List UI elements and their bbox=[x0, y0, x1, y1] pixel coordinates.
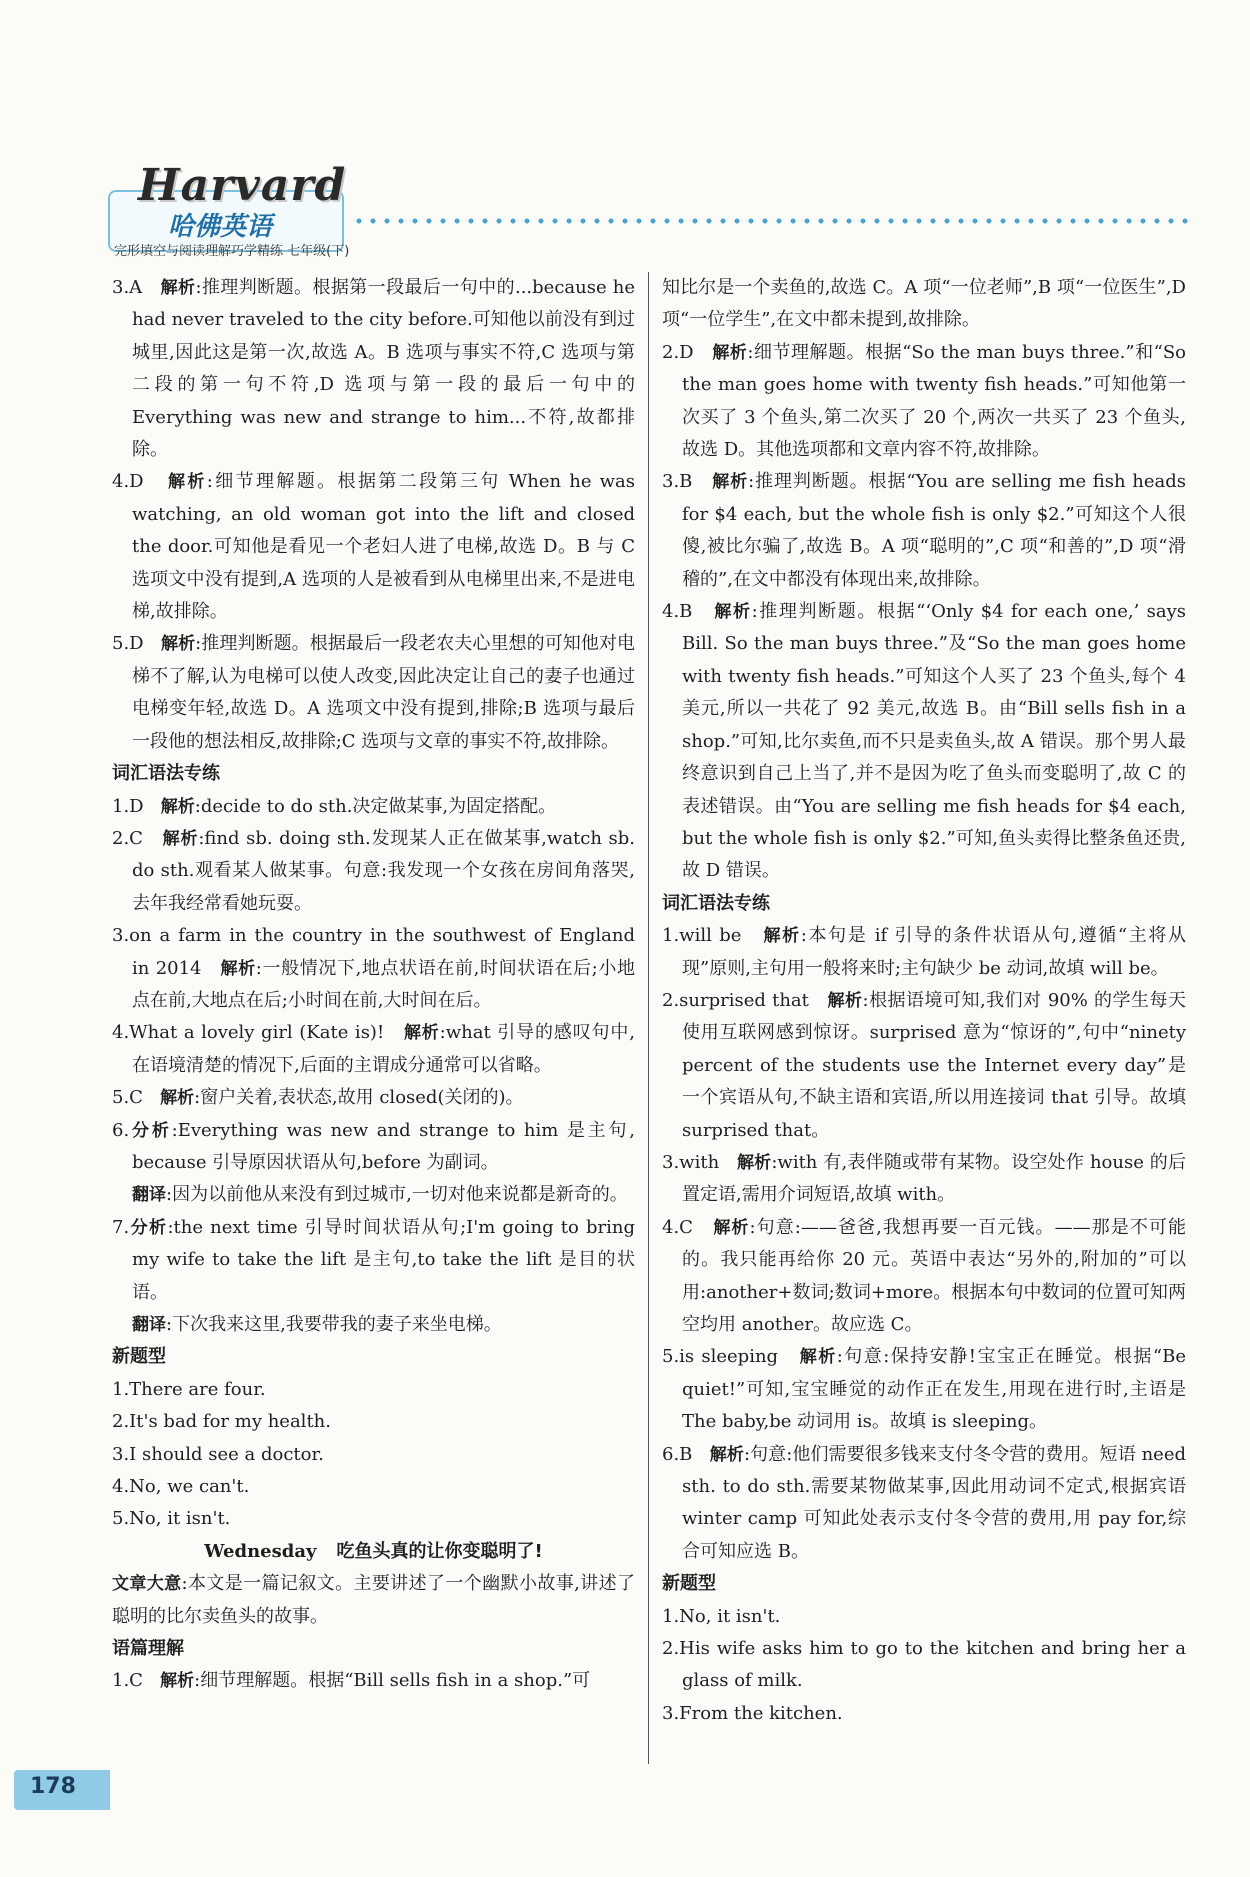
answer-item: 3.A 解析:推理判断题。根据第一段最后一句中的...because he had never traveled to the city before.可知他以前没有到过城里,因此这是第一次,故选 A。B 选项与事实不符,C 选项与第二段的第一句不符,D 选项与第一段的最后一句中的 Everything was new and strange to him...不符,故都排除。 bbox=[112, 277, 636, 461]
answer-item: 2.D 解析:细节理解题。根据“So the man buys three.”和“So the man goes home with twenty fish heads.”可知他第一次买了 3 个鱼头,第二次买了 20 个,两次一共买了 23 个鱼头,故选 D。其他选项都和文章内容不符,故排除。 bbox=[662, 341, 1186, 461]
section-heading: 语篇理解 bbox=[112, 1638, 184, 1660]
answer-item: 4.D 解析:细节理解题。根据第二段第三句 When he was watching, an old woman got into the lift and closed the door.可知他是看见一个老妇人进了电梯,故选 D。B 与 C 选项文中没有提到,A 选项的人是被看到从电梯里出来,不是进电梯,故排除。 bbox=[112, 471, 635, 623]
answer-item: 4.What a lovely girl (Kate is)! 解析:what 引导的感叹句中,在语境清楚的情况下,后面的主谓成分通常可以省略。 bbox=[112, 1022, 635, 1076]
answer-item: 2.surprised that 解析:根据语境可知,我们对 90% 的学生每天使用互联网感到惊讶。surprised 意为“惊讶的”,句中“ninety percent of the students use the Internet every day”是一个宾语从句,不缺主语和宾语,所以用连接词 that 引导。故填 surprised that。 bbox=[662, 989, 1186, 1141]
answer-item: 5.is sleeping 解析:句意:保持安静!宝宝正在睡觉。根据“Be quiet!”可知,宝宝睡觉的动作正在发生,用现在进行时,主语是 The baby,be 动词用 is。故填 is sleeping。 bbox=[662, 1346, 1186, 1433]
answer-item: 5.D 解析:推理判断题。根据最后一段老农夫心里想的可知他对电梯不了解,认为电梯可以使人改变,因此决定让自己的妻子也通过电梯变年轻,故选 D。A 选项文中没有提到,排除;B 选项与最后一段他的想法相反,故排除;C 选项与文章的事实不符,故排除。 bbox=[112, 633, 636, 752]
section-heading: 词汇语法专练 bbox=[112, 763, 220, 785]
list-item: 3.I should see a doctor. bbox=[112, 1443, 324, 1465]
answer-item: 1.C 解析:细节理解题。根据“Bill sells fish in a shop.”可 bbox=[112, 1670, 591, 1692]
left-column bbox=[112, 272, 635, 1698]
section-heading: 新题型 bbox=[112, 1346, 166, 1368]
translation: 翻译:因为以前他从来没有到过城市,一切对他来说都是新奇的。 bbox=[132, 1184, 628, 1206]
list-item: 3.From the kitchen. bbox=[662, 1702, 843, 1724]
brand-english: Harvard bbox=[138, 160, 347, 211]
section-heading: 词汇语法专练 bbox=[662, 892, 770, 914]
summary: 文章大意:本文是一篇记叙文。主要讲述了一个幽默小故事,讲述了聪明的比尔卖鱼头的故事。 bbox=[112, 1573, 635, 1627]
column-divider bbox=[648, 272, 649, 1764]
answer-item: 6.分析:Everything was new and strange to him 是主句, because 引导原因状语从句,before 为副词。 bbox=[112, 1119, 635, 1173]
list-item: 1.There are four. bbox=[112, 1378, 266, 1400]
answer-item: 3.on a farm in the country in the southwest of England in 2014 解析:一般情况下,地点状语在前,时间状语在后;小地点在前,大地点在后;小时间在前,大时间在后。 bbox=[112, 925, 635, 1011]
answer-item: 2.C 解析:find sb. doing sth.发现某人正在做某事,watch sb. do sth.观看某人做某事。句意:我发现一个女孩在房间角落哭,去年我经常看她玩耍。 bbox=[112, 827, 636, 914]
unit-title: Wednesday 吃鱼头真的让你变聪明了! bbox=[204, 1540, 543, 1562]
list-item: 1.No, it isn't. bbox=[662, 1605, 781, 1627]
list-item: 2.His wife asks him to go to the kitchen and bring her a glass of milk. bbox=[662, 1638, 1186, 1692]
answer-item: 1.D 解析:decide to do sth.决定做某事,为固定搭配。 bbox=[112, 795, 557, 817]
answer-item: 5.C 解析:窗户关着,表状态,故用 closed(关闭的)。 bbox=[112, 1087, 524, 1109]
answer-item: 3.with 解析:with 有,表伴随或带有某物。设空处作 house 的后置定语,需用介词短语,故填 with。 bbox=[662, 1151, 1186, 1206]
book-subtitle: 完形填空与阅读理解巧学精练 七年级(下) bbox=[114, 244, 350, 259]
section-heading: 新题型 bbox=[662, 1573, 716, 1595]
header-dotted-rule bbox=[352, 216, 1192, 226]
answer-item: 4.B 解析:推理判断题。根据“‘Only $4 for each one,’ says Bill. So the man buys three.”及“So the man goes home with twenty fish heads.”可知这个人买了 23 个鱼头,每个 4 美元,所以一共花了 92 美元,故选 B。由“Bill sells fish in a shop.”可知,比尔卖鱼,而不只是卖鱼头,故 A 错误。那个男人最终意识到自己上当了,并不是因为吃了鱼头而变聪明了,故 C 的表述错误。由“You are selling me fish heads for $4 each, but the whole fish is only $2.”可知,鱼头卖得比整条鱼还贵,故 D 错误。 bbox=[662, 601, 1186, 882]
translation: 翻译:下次我来这里,我要带我的妻子来坐电梯。 bbox=[132, 1314, 502, 1335]
answer-item: 1.will be 解析:本句是 if 引导的条件状语从句,遵循“主将从现”原则,主句用一般将来时;主句缺少 be 动词,故填 will be。 bbox=[662, 925, 1187, 979]
answer-item: 4.C 解析:句意:——爸爸,我想再要一百元钱。——那是不可能的。我只能再给你 20 元。英语中表达“另外的,附加的”可以用:another+数词;数词+more。根据本句中数词的位置可知两空均用 another。故应选 C。 bbox=[662, 1216, 1186, 1335]
list-item: 2.It's bad for my health. bbox=[112, 1411, 331, 1433]
list-item: 4.No, we can't. bbox=[112, 1476, 250, 1498]
list-item: 5.No, it isn't. bbox=[112, 1508, 231, 1530]
page-number: 178 bbox=[30, 1774, 76, 1799]
answer-item: 6.B 解析:句意:他们需要很多钱来支付冬令营的费用。短语 need sth. to do sth.需要某物做某事,因此用动词不定式,根据宾语 winter camp 可知此处表示支付冬令营的费用,用 pay for,综合可知应选 B。 bbox=[662, 1443, 1186, 1562]
answer-item: 3.B 解析:推理判断题。根据“You are selling me fish heads for $4 each, but the whole fish is only $2.”可知这个人很傻,被比尔骗了,故选 B。A 项“聪明的”,C 项“和善的”,D 项“滑稽的”,在文中都没有体现出来,故排除。 bbox=[662, 471, 1187, 590]
answer-item: 7.分析:the next time 引导时间状语从句;I'm going to bring my wife to take the lift 是主句,to take the lift 是目的状语。 bbox=[112, 1216, 636, 1303]
brand-chinese: 哈佛英语 bbox=[168, 212, 273, 242]
answer-continuation: 知比尔是一个卖鱼的,故选 C。A 项“一位老师”,B 项“一位医生”,D 项“一位学生”,在文中都未提到,故排除。 bbox=[662, 277, 1186, 331]
brand-logo bbox=[108, 160, 348, 260]
right-column bbox=[662, 272, 1186, 1730]
